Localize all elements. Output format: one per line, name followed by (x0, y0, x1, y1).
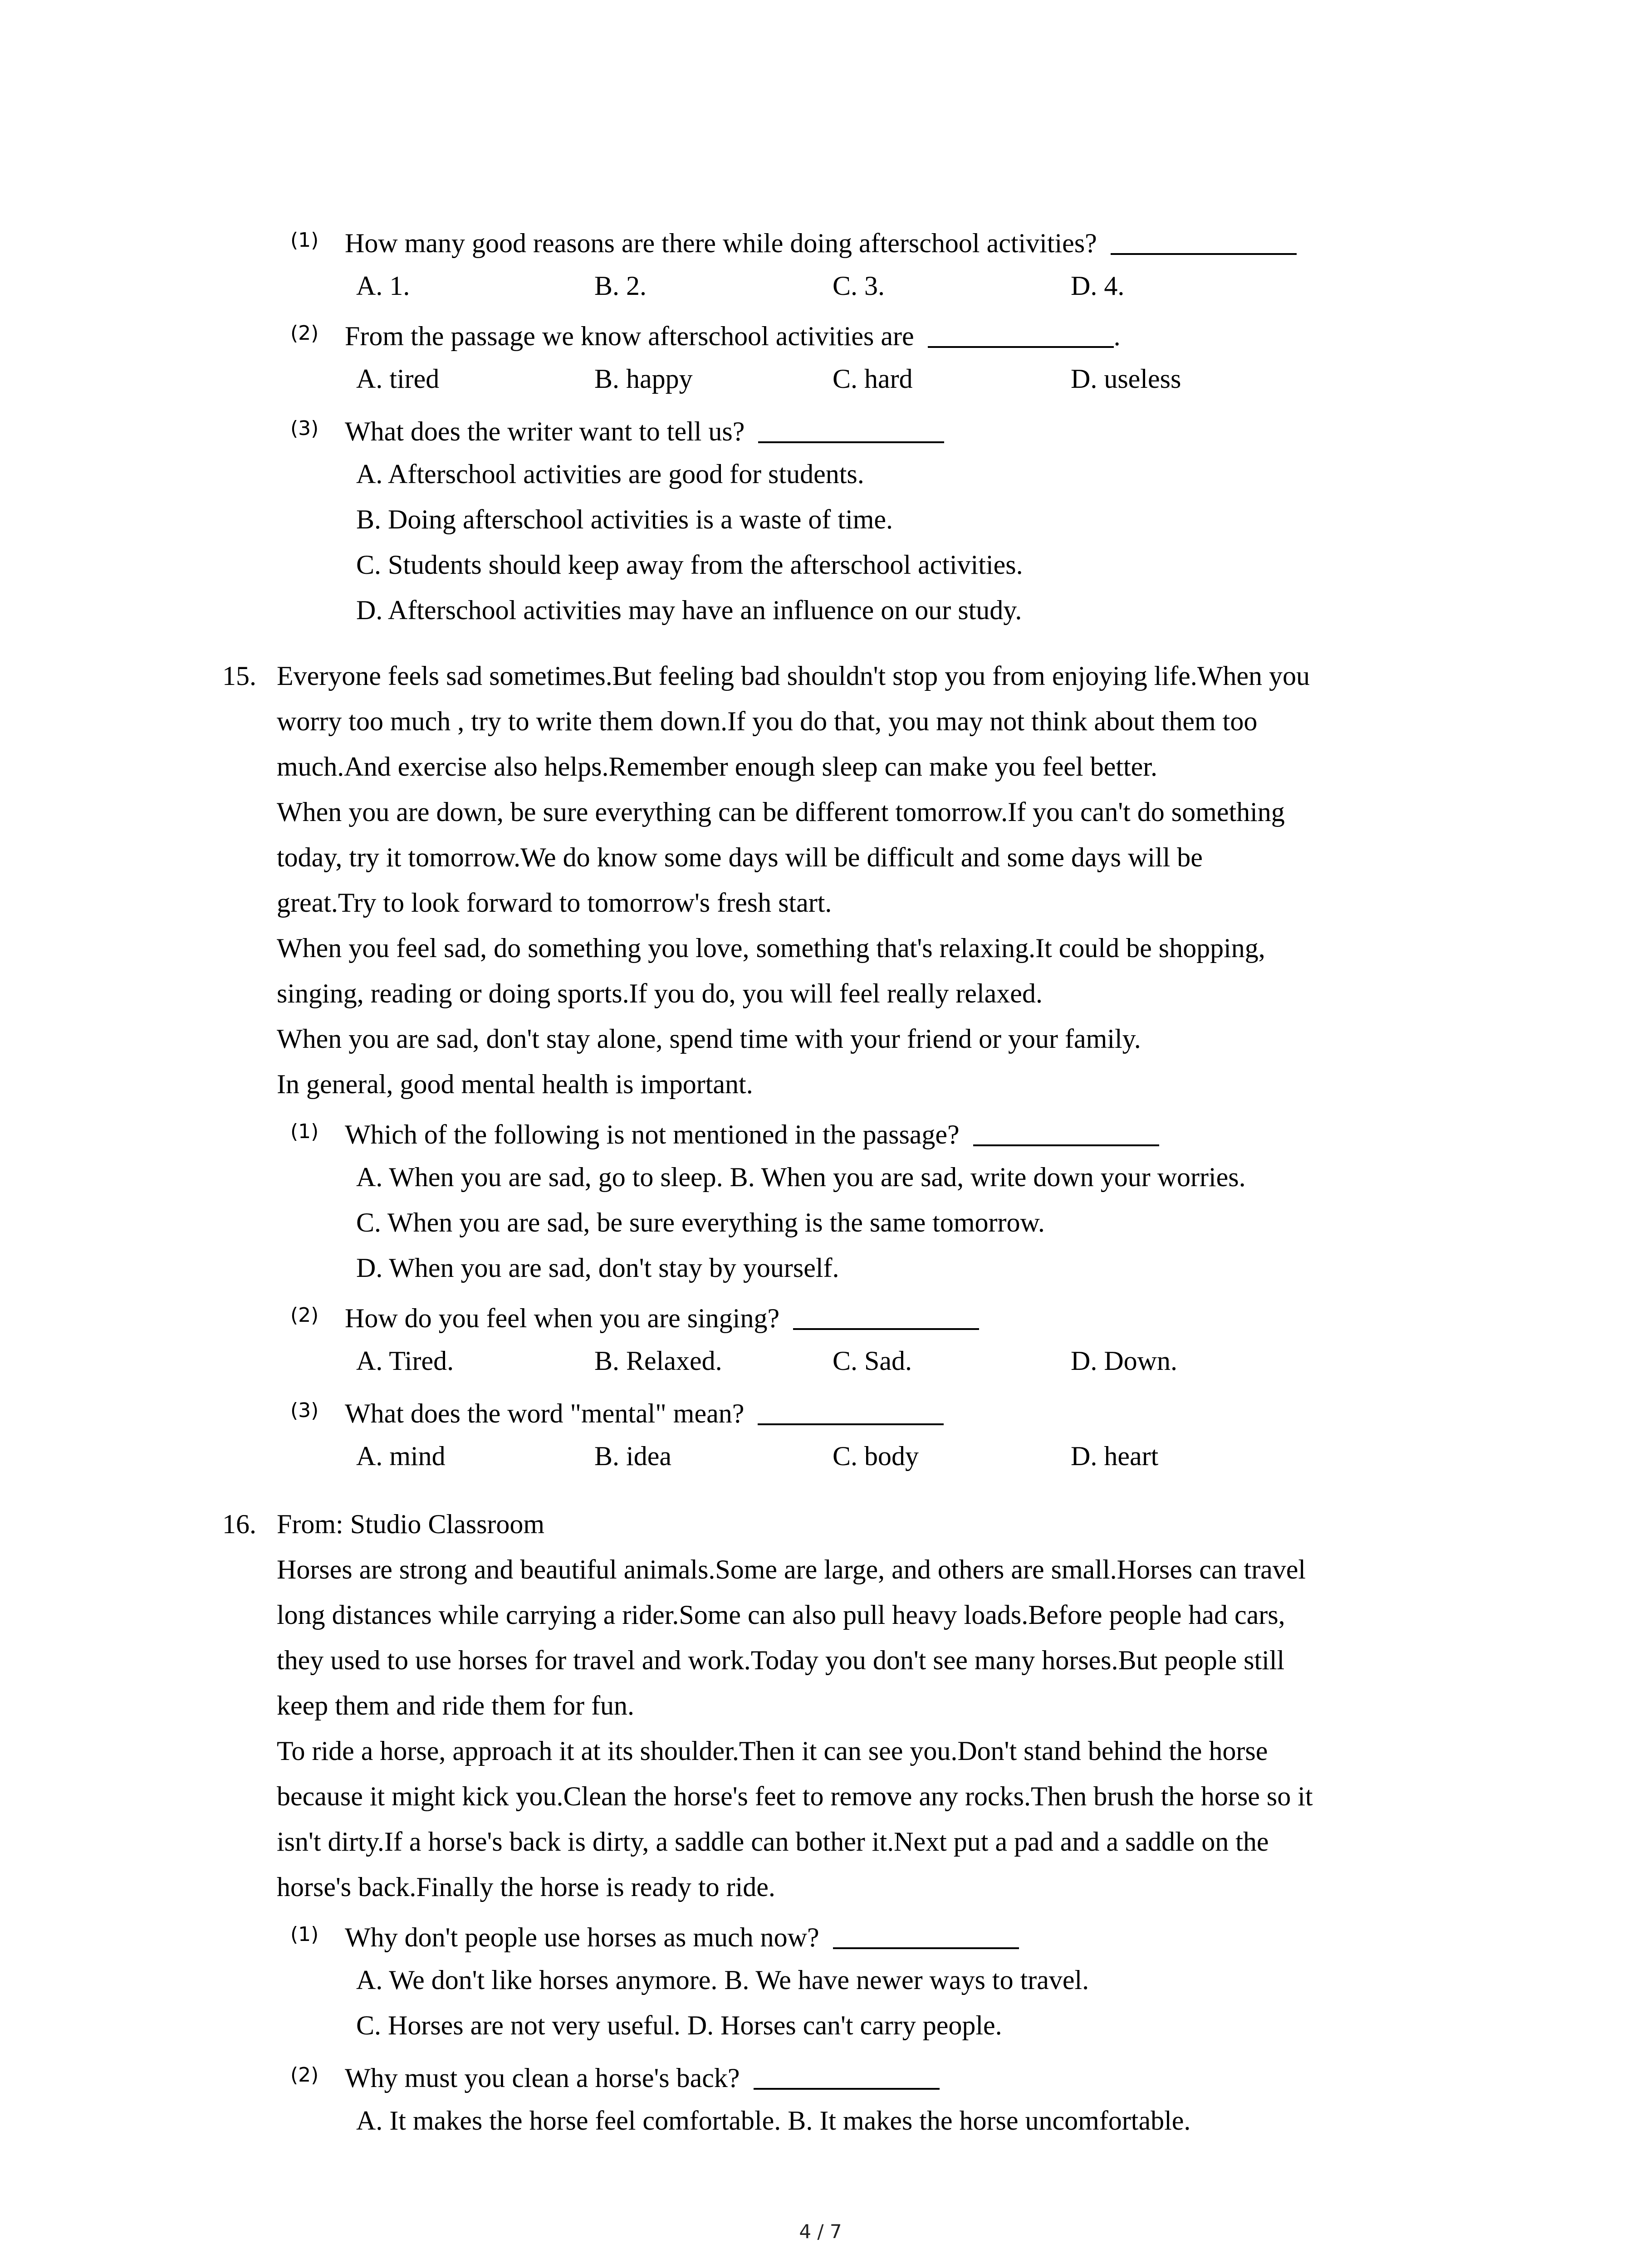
sub-question-number: (2) (290, 1304, 319, 1327)
question-text: Which of the following is not mentioned in the passage? (345, 1119, 960, 1149)
question-text: How do you feel when you are singing? (345, 1303, 780, 1333)
question-end-punct: . (1113, 321, 1121, 351)
option-d: D. 4. (1071, 271, 1125, 301)
passage-line: Everyone feels sad sometimes.But feeling bad shouldn't stop you from enjoying life.When you (277, 661, 1310, 691)
option-a: A. mind (356, 1441, 446, 1471)
answer-blank[interactable] (973, 1116, 1159, 1146)
answer-blank[interactable] (754, 2060, 940, 2090)
sub-question-number: (2) (290, 322, 319, 345)
answer-blank[interactable] (793, 1300, 979, 1330)
passage-line: because it might kick you.Clean the horse's feet to remove any rocks.Then brush the horse so it (277, 1781, 1313, 1811)
option-a: A. tired (356, 364, 440, 394)
q14-sub3-question (290, 406, 944, 454)
passage-line: When you are sad, don't stay alone, spend time with your friend or your family. (277, 1024, 1141, 1054)
option-c: C. 3. (833, 271, 885, 301)
sub-question-number: (3) (290, 417, 319, 440)
option-d: D. Down. (1071, 1346, 1177, 1376)
passage-line: keep them and ride them for fun. (277, 1691, 635, 1721)
answer-blank[interactable] (758, 413, 944, 443)
option-line: D. When you are sad, don't stay by yourself. (356, 1253, 839, 1283)
q15-sub2-options (356, 1338, 1445, 1383)
q15-sub2-question (290, 1293, 979, 1341)
question-text: What does the word "mental" mean? (345, 1398, 745, 1428)
q14-sub1-question (290, 218, 1297, 266)
option-d: D. heart (1071, 1441, 1159, 1471)
page-number: 4 / 7 (799, 2220, 842, 2243)
option-line: A. It makes the horse feel comfortable. B. It makes the horse uncomfortable. (356, 2106, 1191, 2136)
passage-line: today, try it tomorrow.We do know some days will be difficult and some days will be (277, 842, 1203, 872)
q15-sub1-question (290, 1109, 1159, 1157)
question-text: What does the writer want to tell us? (345, 416, 745, 446)
passage-source: From: Studio Classroom (277, 1509, 545, 1539)
passage-line: In general, good mental health is important. (277, 1069, 753, 1099)
passage-line: isn't dirty.If a horse's back is dirty, a saddle can bother it.Next put a pad and a saddle on the (277, 1827, 1269, 1857)
option-line: C. Horses are not very useful. D. Horses can't carry people. (356, 2010, 1002, 2040)
option-d: D. useless (1071, 364, 1181, 394)
passage-line: When you are down, be sure everything can be different tomorrow.If you can't do something (277, 797, 1285, 827)
option-d: D. Afterschool activities may have an influence on our study. (356, 595, 1022, 625)
option-a: A. 1. (356, 271, 410, 301)
passage-line: To ride a horse, approach it at its shoulder.Then it can see you.Don't stand behind the horse (277, 1736, 1268, 1766)
option-a: A. Tired. (356, 1346, 454, 1376)
q14-sub2-question (290, 311, 1121, 359)
passage-line: they used to use horses for travel and work.Today you don't see many horses.But people still (277, 1645, 1285, 1675)
answer-blank[interactable] (833, 1919, 1019, 1949)
q16-sub2-question (290, 2053, 940, 2101)
q14-sub1-options (356, 263, 1445, 308)
option-c: C. Students should keep away from the afterschool activities. (356, 550, 1023, 580)
option-c: C. body (833, 1441, 919, 1471)
passage-line: Horses are strong and beautiful animals.Some are large, and others are small.Horses can travel (277, 1554, 1306, 1584)
q14-sub2-options (356, 356, 1445, 401)
question-text: Why must you clean a horse's back? (345, 2063, 740, 2093)
option-line: C. When you are sad, be sure everything is the same tomorrow. (356, 1207, 1045, 1237)
question-text: Why don't people use horses as much now? (345, 1922, 819, 1952)
sub-question-number: (3) (290, 1399, 319, 1422)
passage-line: horse's back.Finally the horse is ready to ride. (277, 1872, 775, 1902)
option-c: C. Sad. (833, 1346, 912, 1376)
passage-line: long distances while carrying a rider.Some can also pull heavy loads.Before people had cars, (277, 1600, 1285, 1630)
q16-sub1-question (290, 1912, 1019, 1960)
question-number: 16. (222, 1509, 256, 1539)
passage-line: worry too much , try to write them down.If you do that, you may not think about them too (277, 706, 1258, 736)
q15-sub3-options (356, 1433, 1445, 1479)
answer-blank[interactable] (1111, 225, 1297, 255)
option-a: A. Afterschool activities are good for students. (356, 459, 864, 489)
q15-sub3-question (290, 1388, 944, 1436)
sub-question-number: (1) (290, 229, 319, 252)
passage-line: singing, reading or doing sports.If you do, you will feel really relaxed. (277, 978, 1043, 1008)
option-b: B. Relaxed. (594, 1346, 722, 1376)
option-line: A. When you are sad, go to sleep. B. When you are sad, write down your worries. (356, 1162, 1246, 1192)
question-text: From the passage we know afterschool activities are (345, 321, 914, 351)
answer-blank[interactable] (758, 1395, 944, 1425)
passage-line: much.And exercise also helps.Remember enough sleep can make you feel better. (277, 752, 1157, 782)
option-b: B. idea (594, 1441, 671, 1471)
option-c: C. hard (833, 364, 913, 394)
option-b: B. Doing afterschool activities is a waste of time. (356, 504, 893, 534)
answer-blank[interactable] (928, 318, 1114, 348)
sub-question-number: (1) (290, 1120, 319, 1143)
option-b: B. happy (594, 364, 693, 394)
sub-question-number: (2) (290, 2063, 319, 2087)
option-b: B. 2. (594, 271, 647, 301)
option-line: A. We don't like horses anymore. B. We have newer ways to travel. (356, 1965, 1089, 1995)
passage-line: great.Try to look forward to tomorrow's fresh start. (277, 888, 832, 918)
sub-question-number: (1) (290, 1923, 319, 1946)
question-number: 15. (222, 661, 256, 691)
passage-line: When you feel sad, do something you love, something that's relaxing.It could be shopping, (277, 933, 1265, 963)
question-text: How many good reasons are there while doing afterschool activities? (345, 228, 1097, 258)
